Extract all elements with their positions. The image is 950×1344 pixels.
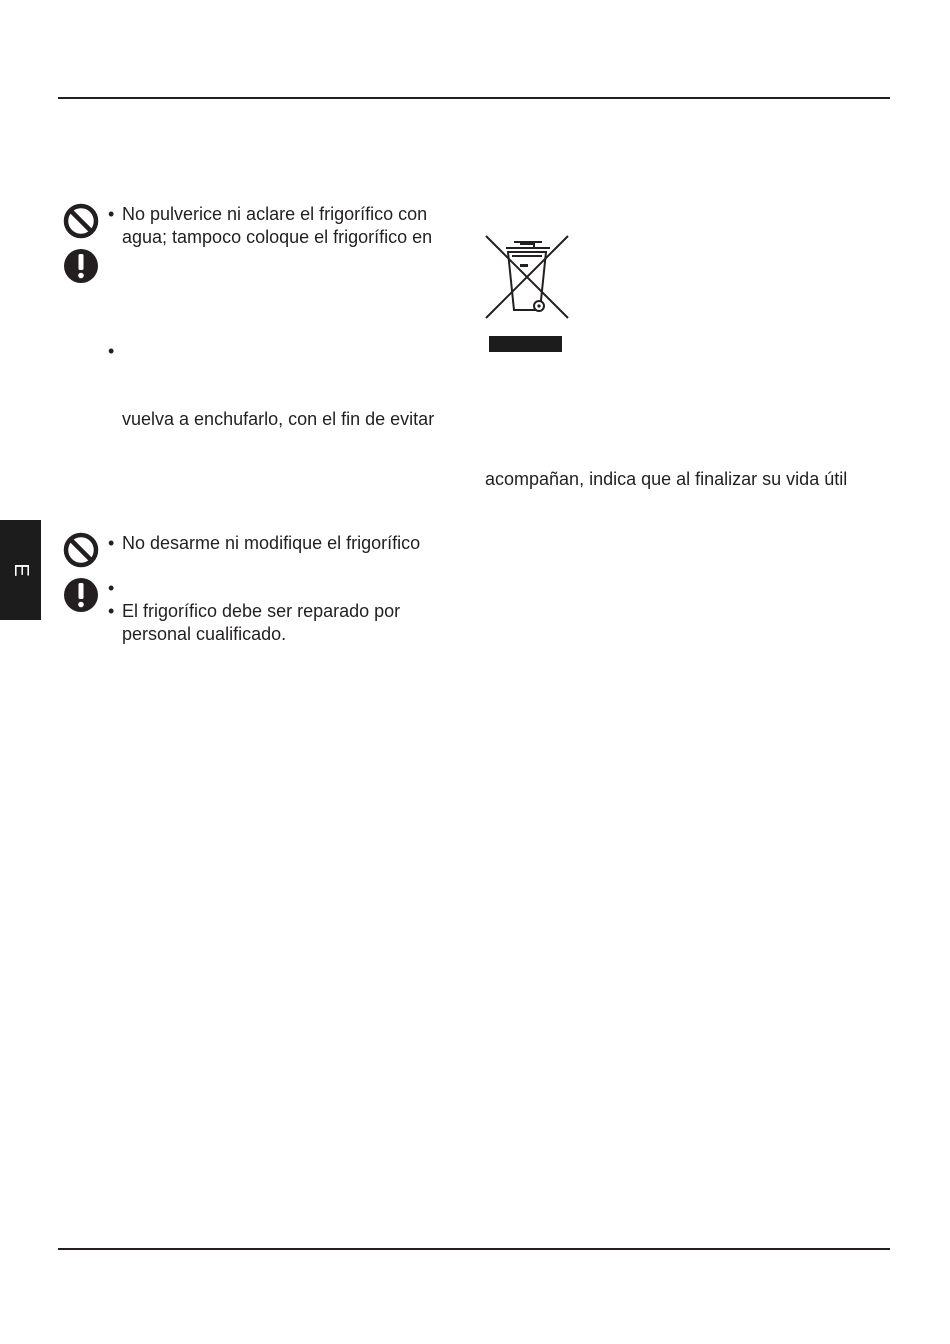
weee-crossed-bin-icon	[484, 232, 572, 354]
warning-item-unplug-continuation: vuelva a enchufarlo, con el fin de evitar	[122, 409, 435, 429]
prohibition-icon	[63, 532, 99, 568]
warning-item-no-disassemble: • No desarme ni modifique el frigorífico	[108, 533, 421, 553]
exclamation-icon	[63, 248, 99, 284]
warning-item-no-spray: • No pulverice ni aclare el frigorífico con agua; tampoco coloque el frigorífico en	[108, 204, 433, 247]
footer-rule	[58, 1248, 890, 1250]
language-tab	[0, 520, 41, 620]
header-rule	[58, 97, 890, 99]
prohibition-icon	[63, 203, 99, 239]
exclamation-icon	[63, 577, 99, 613]
weee-text-line: acompañan, indica que al finalizar su vida útil	[485, 469, 848, 489]
language-tab-label: E	[9, 563, 32, 577]
warning-item-qualified-repair: • El frigorífico debe ser reparado por personal cualificado.	[108, 601, 401, 644]
